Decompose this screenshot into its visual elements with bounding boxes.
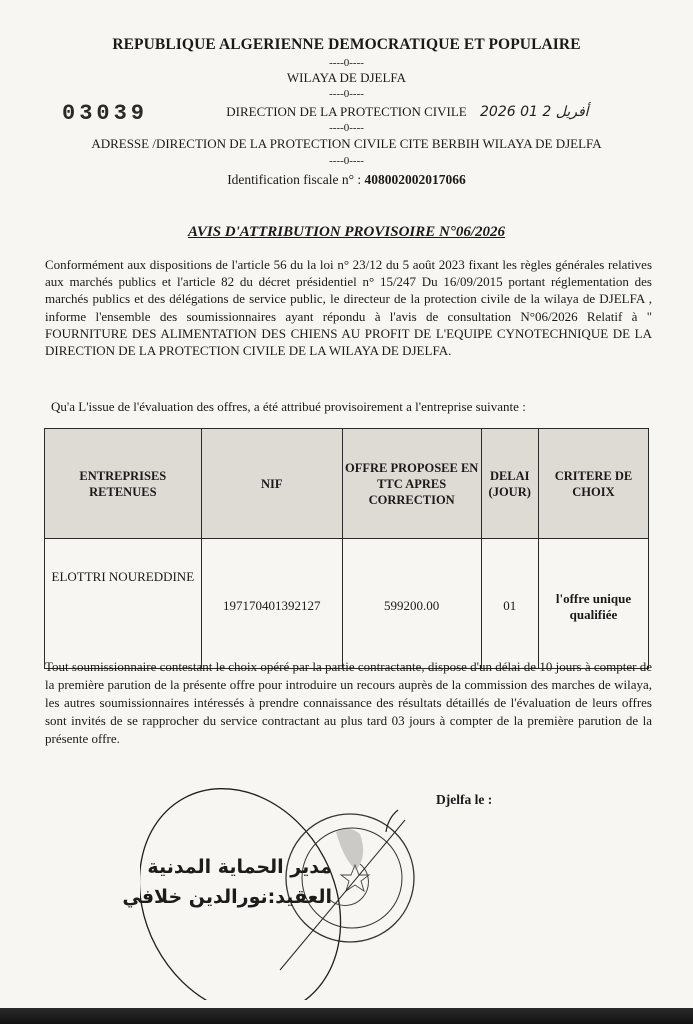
col-header-delai: DELAI (JOUR) (481, 429, 538, 539)
direction-line: DIRECTION DE LA PROTECTION CIVILE (226, 104, 467, 119)
separator: ----0---- (329, 88, 364, 100)
place-date-label: Djelfa le : (436, 792, 493, 807)
separator: ----0---- (329, 155, 364, 167)
signatory-title: مدير الحماية المدنية (147, 856, 332, 878)
scan-edge (0, 1008, 693, 1024)
results-table (44, 428, 649, 669)
signatory-name: العقيد:نورالدين خلافي (122, 886, 332, 908)
col-header-nif: NIF (201, 429, 342, 539)
separator: ----0---- (329, 57, 364, 69)
cell-offre: 599200.00 (342, 539, 481, 669)
intro-paragraph: Conformément aux dispositions de l'article 56 du la loi n° 23/12 du 5 août 2023 fixant les règles générales relatives aux marchés publics et l'article 82 du décret présidentiel n° 15/247 Du 16/09/2015 portant réglementation des marchés publics et des délégations de service public, le directeur de la protection civile de la wilaya de DJELFA , informe l'ensemble des soumissionnaires ayant répondu à l'avis de consultation N°06/2026 Relatif à " FOURNITURE DES ALIMENTATION DES CHIENS AU PROFIT DE L'EQUIPE CYNOTECHNIQUE DE LA DIRECTION DE LA PROTECTION CIVILE DE LA WILAYA DE DJELFA. (45, 257, 652, 359)
received-date-stamp: 2026 أفريل 2 01 (480, 104, 589, 120)
table-header-row (45, 429, 649, 539)
notice-title: AVIS D'ATTRIBUTION PROVISOIRE N°06/2026 (187, 224, 506, 240)
recourse-paragraph: Tout soumissionnaire contestant le choix opéré par la partie contractante, dispose d'un délai de 10 jours à compter de la première parution de la présente offre pour introduire un recours auprès de la commission des marches de wilaya, les autres soumissionnaires intéressés à prendre connaissance des résultats détaillés de l'évaluation de leurs offres sont invités de se rapprocher du service contractant au plus tard 03 jours à compter de la première parution de la présente offre. (45, 659, 652, 746)
cell-entreprise: ELOTTRI NOUREDDINE (45, 539, 202, 669)
registration-stamp: 03039 (62, 101, 149, 126)
fiscal-number: 408002002017066 (364, 172, 466, 187)
wilaya-line: WILAYA DE DJELFA (286, 70, 407, 85)
address-line: ADRESSE /DIRECTION DE LA PROTECTION CIVILE CITE BERBIH WILAYA DE DJELFA (91, 136, 602, 151)
col-header-offre: OFFRE PROPOSEE EN TTC APRES CORRECTION (342, 429, 481, 539)
cell-critere: l'offre unique qualifiée (538, 539, 648, 669)
fiscal-id (0, 172, 693, 188)
separator: ----0---- (329, 122, 364, 134)
signatory-block (112, 852, 332, 912)
col-header-critere: CRITERE DE CHOIX (538, 429, 648, 539)
fiscal-label: Identification fiscale n° : (227, 172, 365, 187)
table-row (45, 539, 649, 669)
cell-delai: 01 (481, 539, 538, 669)
col-header-entreprises: ENTREPRISES RETENUES (45, 429, 202, 539)
country-title: REPUBLIQUE ALGERIENNE DEMOCRATIQUE ET POPULAIRE (112, 36, 581, 53)
cell-nif: 197170401392127 (201, 539, 342, 669)
attribution-line: Qu'a L'issue de l'évaluation des offres, a été attribué provisoirement a l'entreprise suivante : (51, 399, 526, 414)
